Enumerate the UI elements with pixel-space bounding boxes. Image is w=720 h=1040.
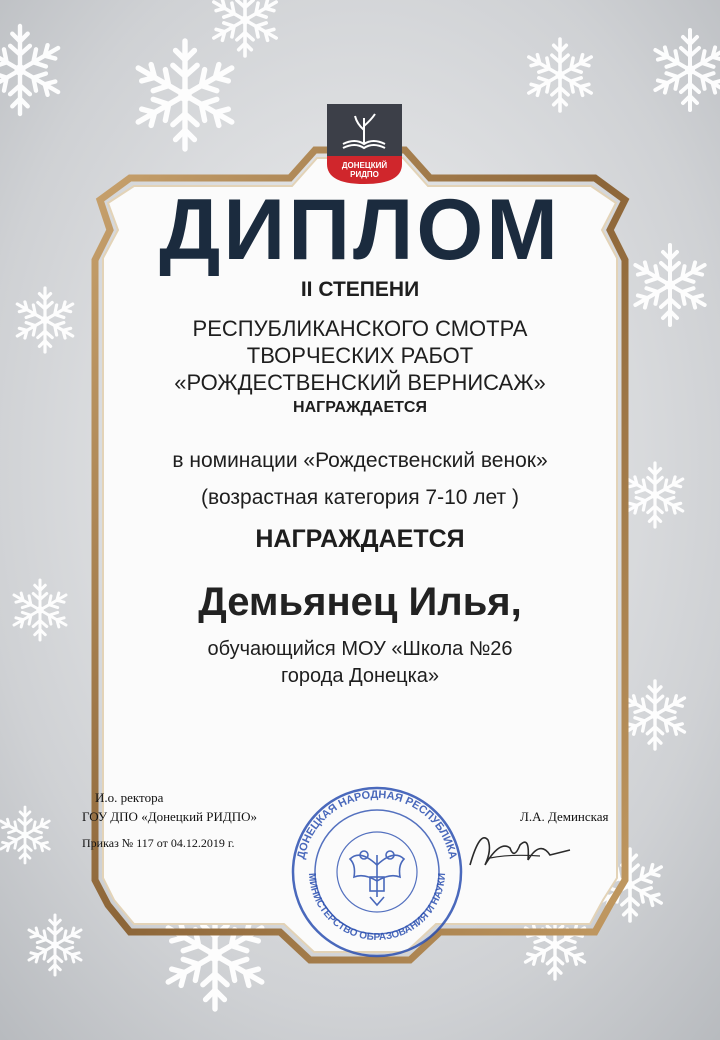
student-info — [0, 636, 720, 690]
signer-name: Л.А. Деминская — [520, 809, 609, 824]
svg-text:ДОНЕЦКАЯ НАРОДНАЯ РЕСПУБЛИКА: ДОНЕЦКАЯ НАРОДНАЯ РЕСПУБЛИКА — [295, 788, 459, 861]
svg-text:МИНИСТЕРСТВО ОБРАЗОВАНИЯ И НАУ: МИНИСТЕРСТВО ОБРАЗОВАНИЯ И НАУКИ — [305, 872, 449, 944]
student-line-2: города Донецка» — [280, 665, 440, 687]
position-line-2: ГОУ ДПО «Донецкий РИДПО» — [82, 809, 257, 824]
awarded-label: НАГРАЖДАЕТСЯ — [255, 525, 465, 553]
nomination: в номинации «Рождественский венок» — [172, 449, 548, 472]
student-line-1: обучающийся МОУ «Школа №26 — [207, 638, 513, 660]
contest-line-1: РЕСПУБЛИКАНСКОГО СМОТРА — [192, 316, 528, 341]
recipient-name: Демьянец Илья, — [198, 580, 522, 624]
position-line-1: И.о. ректора — [95, 790, 164, 805]
order-number: Приказ № 117 от 04.12.2019 г. — [82, 836, 235, 850]
diploma-degree: II СТЕПЕНИ — [300, 278, 420, 301]
awarded-label-small: НАГРАЖДАЕТСЯ — [293, 399, 427, 416]
svg-text:РИДПО: РИДПО — [350, 170, 379, 179]
signature — [450, 820, 580, 880]
double-headed-eagle-icon — [350, 851, 404, 905]
ridpo-logo — [327, 104, 402, 184]
svg-text:ДОНЕЦКИЙ: ДОНЕЦКИЙ — [341, 161, 388, 170]
age-category: (возрастная категория 7-10 лет ) — [201, 486, 519, 509]
contest-line-2: ТВОРЧЕСКИХ РАБОТ — [246, 343, 474, 368]
contest-line-3: «РОЖДЕСТВЕНСКИЙ ВЕРНИСАЖ» — [174, 370, 546, 395]
official-seal — [290, 785, 464, 959]
contest-name — [0, 315, 720, 396]
diploma-title: ДИПЛОМ — [159, 182, 561, 278]
